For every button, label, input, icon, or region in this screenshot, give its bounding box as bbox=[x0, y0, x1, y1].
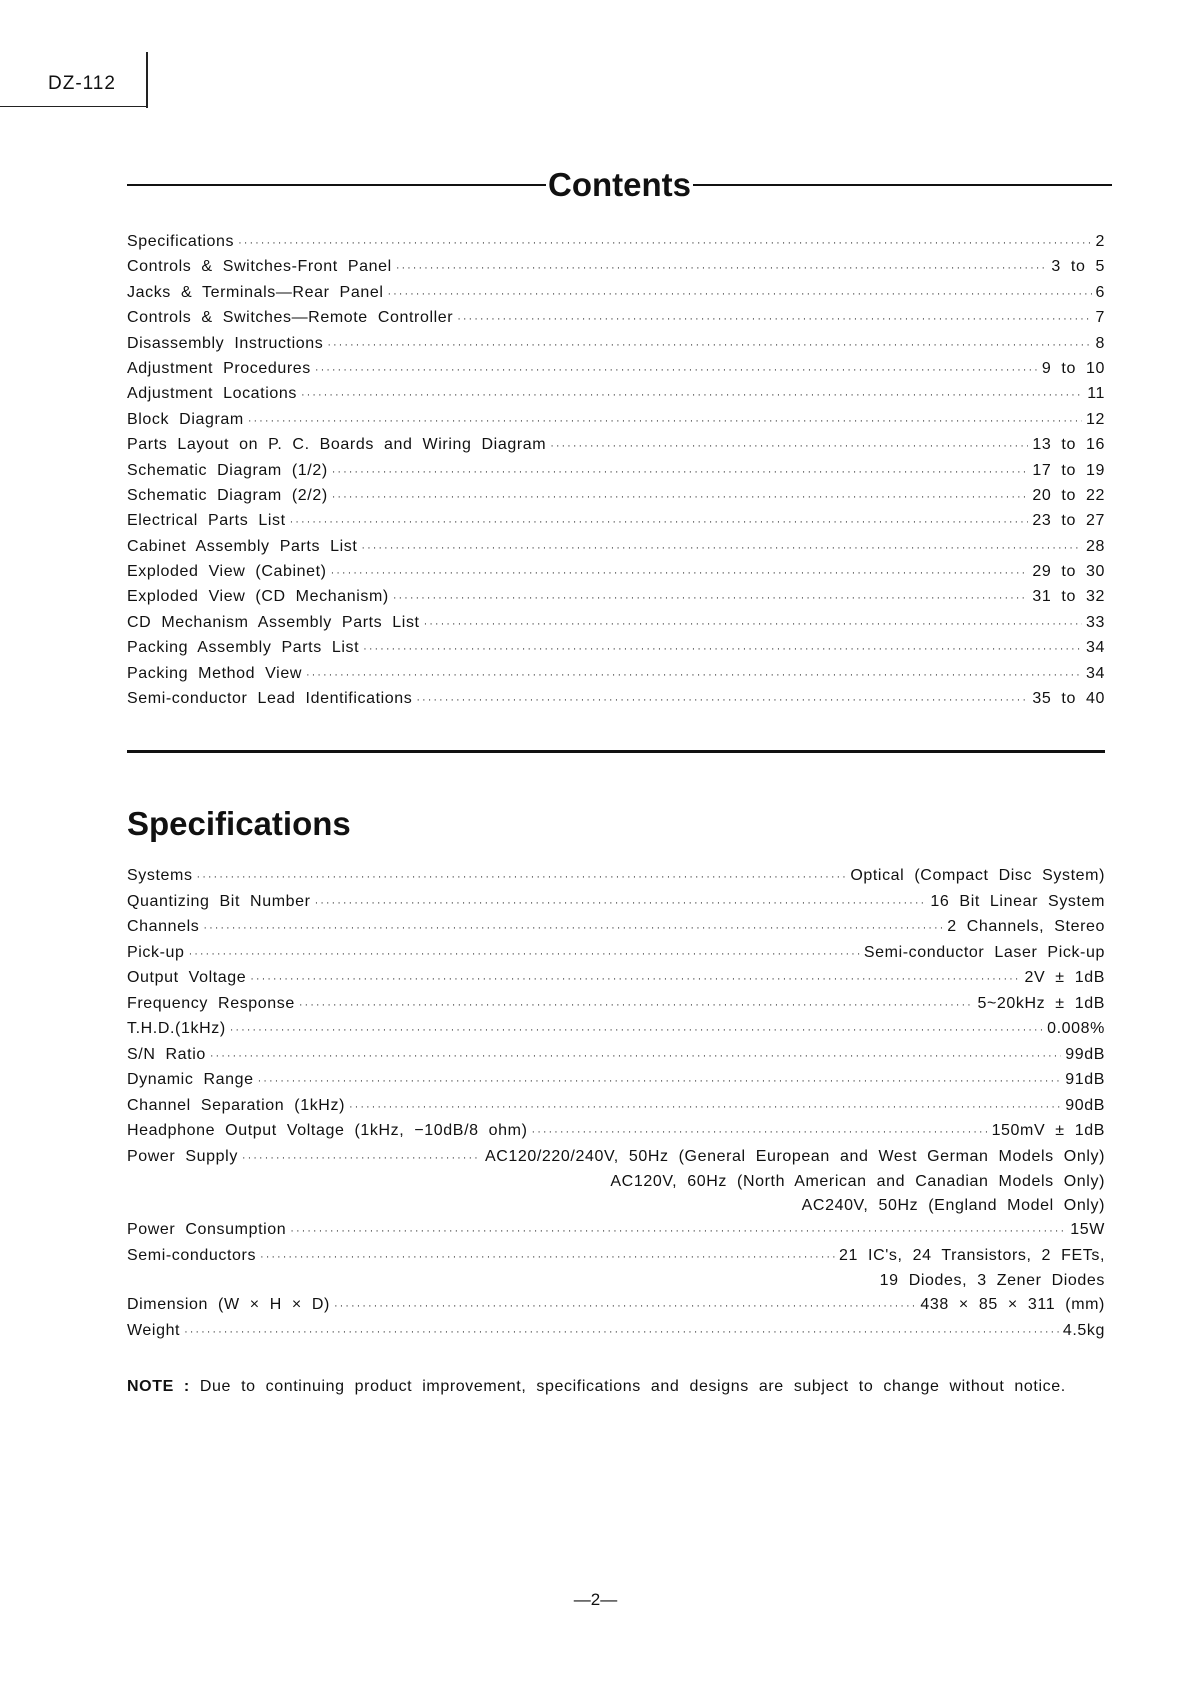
spec-item-continuation: 19 Diodes, 3 Zener Diodes bbox=[879, 1272, 1105, 1289]
dot-leader bbox=[334, 1300, 916, 1312]
dot-leader bbox=[260, 1251, 835, 1263]
spec-item-label: Frequency Response bbox=[127, 994, 295, 1012]
toc-item-value: 3 to 5 bbox=[1051, 258, 1105, 276]
toc-item-row bbox=[127, 258, 1105, 283]
toc-item-value: 31 to 32 bbox=[1032, 588, 1105, 606]
toc-item-label: Controls & Switches—Remote Controller bbox=[127, 309, 454, 327]
toc-item-value: 2 bbox=[1095, 233, 1105, 250]
contents-title: Contents bbox=[548, 166, 691, 203]
toc-item-row bbox=[127, 233, 1105, 258]
header-divider bbox=[146, 52, 148, 108]
spec-item-value: 2 Channels, Stereo bbox=[947, 918, 1105, 935]
toc-item-row bbox=[127, 588, 1105, 613]
spec-item-row bbox=[127, 969, 1105, 995]
toc-item-row bbox=[127, 512, 1105, 537]
toc-item-label: Adjustment Procedures bbox=[127, 359, 311, 377]
toc-item-label: Cabinet Assembly Parts List bbox=[127, 537, 358, 555]
model-number: DZ-112 bbox=[48, 73, 116, 94]
specifications-title: Specifications bbox=[127, 805, 351, 842]
dot-leader bbox=[315, 897, 927, 909]
toc-item-label: Schematic Diagram (1/2) bbox=[127, 461, 328, 479]
page-number: —2— bbox=[573, 1590, 618, 1609]
spec-item-label: Quantizing Bit Number bbox=[127, 892, 311, 910]
dot-leader bbox=[197, 871, 847, 883]
spec-item-row bbox=[127, 918, 1105, 944]
toc-item-row bbox=[127, 309, 1105, 334]
spec-item-row bbox=[127, 995, 1105, 1021]
dot-leader bbox=[258, 1075, 1062, 1087]
toc-item-value: 8 bbox=[1095, 334, 1105, 352]
dot-leader bbox=[306, 669, 1082, 681]
toc-item-row bbox=[127, 284, 1105, 309]
table-of-contents bbox=[127, 233, 1105, 715]
spec-item-row bbox=[127, 867, 1105, 893]
spec-item-label: Power Supply bbox=[127, 1147, 238, 1165]
toc-item-label: Schematic Diagram (2/2) bbox=[127, 486, 328, 504]
toc-item-label: Packing Method View bbox=[127, 664, 302, 682]
note-label: NOTE : bbox=[127, 1378, 190, 1395]
toc-item-label: Exploded View (Cabinet) bbox=[127, 563, 327, 581]
toc-item-value: 6 bbox=[1095, 283, 1105, 301]
dot-leader bbox=[230, 1024, 1043, 1036]
dot-leader bbox=[416, 694, 1028, 706]
note-text: Due to continuing product improvement, specifications and designs are subject to change without notice. bbox=[199, 1378, 1066, 1395]
dot-leader bbox=[550, 440, 1028, 452]
toc-item-row bbox=[127, 614, 1105, 639]
toc-item-row bbox=[127, 436, 1105, 461]
spec-item-label: Channels bbox=[127, 918, 200, 935]
spec-item-row bbox=[127, 1020, 1105, 1046]
toc-item-label: Jacks & Terminals—Rear Panel bbox=[127, 283, 384, 301]
spec-item-row bbox=[127, 1296, 1105, 1322]
toc-item-label: Exploded View (CD Mechanism) bbox=[127, 588, 389, 606]
spec-item-value: 21 IC's, 24 Transistors, 2 FETs, bbox=[839, 1246, 1105, 1264]
toc-item-row bbox=[127, 335, 1105, 360]
spec-item-value: 150mV ± 1dB bbox=[991, 1122, 1105, 1139]
toc-item-label: Adjustment Locations bbox=[127, 385, 297, 403]
dot-leader bbox=[349, 1101, 1061, 1113]
spec-item-label: Semi-conductors bbox=[127, 1246, 257, 1264]
spec-item-row bbox=[127, 1097, 1105, 1123]
toc-item-label: Specifications bbox=[127, 233, 235, 250]
spec-item-value: 91dB bbox=[1065, 1071, 1105, 1088]
toc-item-value: 33 bbox=[1086, 613, 1105, 631]
spec-item-value: AC120/220/240V, 50Hz (General European and West German Models Only) bbox=[484, 1147, 1105, 1165]
spec-item-row bbox=[127, 1221, 1105, 1247]
dot-leader bbox=[532, 1126, 988, 1138]
dot-leader bbox=[332, 491, 1029, 503]
dot-leader bbox=[331, 567, 1029, 579]
toc-item-row bbox=[127, 487, 1105, 512]
spec-item-label: Pick-up bbox=[127, 943, 185, 961]
toc-item-value: 17 to 19 bbox=[1032, 461, 1105, 479]
dot-leader bbox=[299, 999, 974, 1011]
dot-leader bbox=[210, 1050, 1061, 1062]
spec-item-value: 16 Bit Linear System bbox=[930, 892, 1105, 910]
dot-leader bbox=[248, 415, 1082, 427]
spec-item-row bbox=[127, 1322, 1105, 1348]
spec-item-label: Weight bbox=[127, 1321, 181, 1339]
specifications-list bbox=[127, 867, 1105, 1347]
spec-item-row bbox=[127, 944, 1105, 970]
dot-leader bbox=[290, 1225, 1066, 1237]
dot-leader bbox=[184, 1326, 1059, 1338]
dot-leader bbox=[363, 643, 1082, 655]
toc-item-value: 11 bbox=[1087, 385, 1105, 403]
spec-item-label: Channel Separation (1kHz) bbox=[127, 1096, 345, 1114]
spec-item-value: 90dB bbox=[1065, 1096, 1105, 1114]
dot-leader bbox=[290, 516, 1029, 528]
toc-item-label: Disassembly Instructions bbox=[127, 334, 324, 352]
dot-leader bbox=[242, 1152, 481, 1164]
model-header bbox=[0, 48, 146, 107]
spec-item-row bbox=[127, 1046, 1105, 1072]
spec-item-continuation: AC240V, 50Hz (England Model Only) bbox=[801, 1197, 1105, 1214]
spec-item-value: 15W bbox=[1070, 1221, 1105, 1238]
toc-item-value: 13 to 16 bbox=[1032, 436, 1105, 454]
dot-leader bbox=[238, 237, 1091, 249]
toc-item-value: 29 to 30 bbox=[1032, 563, 1105, 581]
dot-leader bbox=[250, 973, 1020, 985]
spec-item-label: Dimension (W × H × D) bbox=[127, 1296, 330, 1313]
toc-item-row bbox=[127, 563, 1105, 588]
heading-rule-left bbox=[127, 184, 546, 186]
dot-leader bbox=[203, 922, 943, 934]
toc-item-value: 28 bbox=[1086, 537, 1105, 555]
toc-item-row bbox=[127, 462, 1105, 487]
dot-leader bbox=[332, 466, 1029, 478]
spec-item-row bbox=[127, 1148, 1105, 1174]
toc-item-value: 9 to 10 bbox=[1041, 359, 1105, 377]
toc-item-label: Packing Assembly Parts List bbox=[127, 639, 360, 657]
toc-item-value: 12 bbox=[1086, 410, 1105, 428]
toc-item-row bbox=[127, 360, 1105, 385]
toc-item-label: Semi-conductor Lead Identifications bbox=[127, 690, 413, 708]
toc-item-value: 7 bbox=[1095, 309, 1105, 327]
note bbox=[127, 1378, 1066, 1396]
section-divider bbox=[127, 750, 1105, 753]
spec-item-value: Semi-conductor Laser Pick-up bbox=[863, 943, 1105, 961]
spec-item-label: Systems bbox=[127, 867, 193, 884]
spec-item-value: 0.008% bbox=[1047, 1020, 1105, 1037]
toc-item-row bbox=[127, 639, 1105, 664]
spec-item-value: Optical (Compact Disc System) bbox=[850, 867, 1105, 884]
toc-item-value: 23 to 27 bbox=[1032, 512, 1105, 530]
toc-item-row bbox=[127, 538, 1105, 563]
toc-item-label: CD Mechanism Assembly Parts List bbox=[127, 613, 420, 631]
dot-leader bbox=[457, 313, 1091, 325]
toc-item-row bbox=[127, 690, 1105, 715]
spec-item-row bbox=[127, 1071, 1105, 1097]
dot-leader bbox=[301, 389, 1083, 401]
dot-leader bbox=[393, 592, 1029, 604]
toc-item-value: 34 bbox=[1086, 664, 1105, 682]
spec-item-value: 4.5kg bbox=[1062, 1321, 1105, 1339]
spec-item-label: Dynamic Range bbox=[127, 1071, 254, 1088]
heading-rule-right bbox=[693, 184, 1112, 186]
dot-leader bbox=[189, 948, 860, 960]
toc-item-label: Parts Layout on P. C. Boards and Wiring Diagram bbox=[127, 436, 547, 454]
dot-leader bbox=[327, 339, 1091, 351]
dot-leader bbox=[315, 364, 1038, 376]
toc-item-row bbox=[127, 665, 1105, 690]
toc-item-value: 34 bbox=[1086, 639, 1105, 657]
spec-item-row bbox=[127, 893, 1105, 919]
toc-item-label: Controls & Switches-Front Panel bbox=[127, 258, 392, 276]
spec-item-value: 2V ± 1dB bbox=[1024, 969, 1105, 986]
spec-item-row bbox=[127, 1247, 1105, 1273]
contents-heading bbox=[127, 165, 1112, 205]
toc-item-row bbox=[127, 385, 1105, 410]
dot-leader bbox=[396, 262, 1048, 274]
toc-item-label: Electrical Parts List bbox=[127, 512, 286, 530]
spec-item-label: Headphone Output Voltage (1kHz, −10dB/8 ohm) bbox=[127, 1122, 528, 1139]
toc-item-value: 35 to 40 bbox=[1032, 690, 1105, 708]
spec-item-label: T.H.D.(1kHz) bbox=[127, 1020, 226, 1037]
dot-leader bbox=[387, 288, 1091, 300]
spec-item-label: Power Consumption bbox=[127, 1221, 287, 1238]
spec-item-row bbox=[127, 1122, 1105, 1148]
dot-leader bbox=[424, 618, 1082, 630]
spec-item-label: S/N Ratio bbox=[127, 1045, 206, 1063]
spec-item-value: 438 × 85 × 311 (mm) bbox=[920, 1296, 1105, 1313]
spec-item-value: 99dB bbox=[1065, 1045, 1105, 1063]
spec-item-label: Output Voltage bbox=[127, 969, 247, 986]
toc-item-value: 20 to 22 bbox=[1032, 486, 1105, 504]
spec-item-continuation: AC120V, 60Hz (North American and Canadian Models Only) bbox=[610, 1173, 1105, 1190]
dot-leader bbox=[361, 542, 1082, 554]
spec-item-value: 5~20kHz ± 1dB bbox=[977, 994, 1105, 1012]
toc-item-label: Block Diagram bbox=[127, 410, 244, 428]
toc-item-row bbox=[127, 411, 1105, 436]
